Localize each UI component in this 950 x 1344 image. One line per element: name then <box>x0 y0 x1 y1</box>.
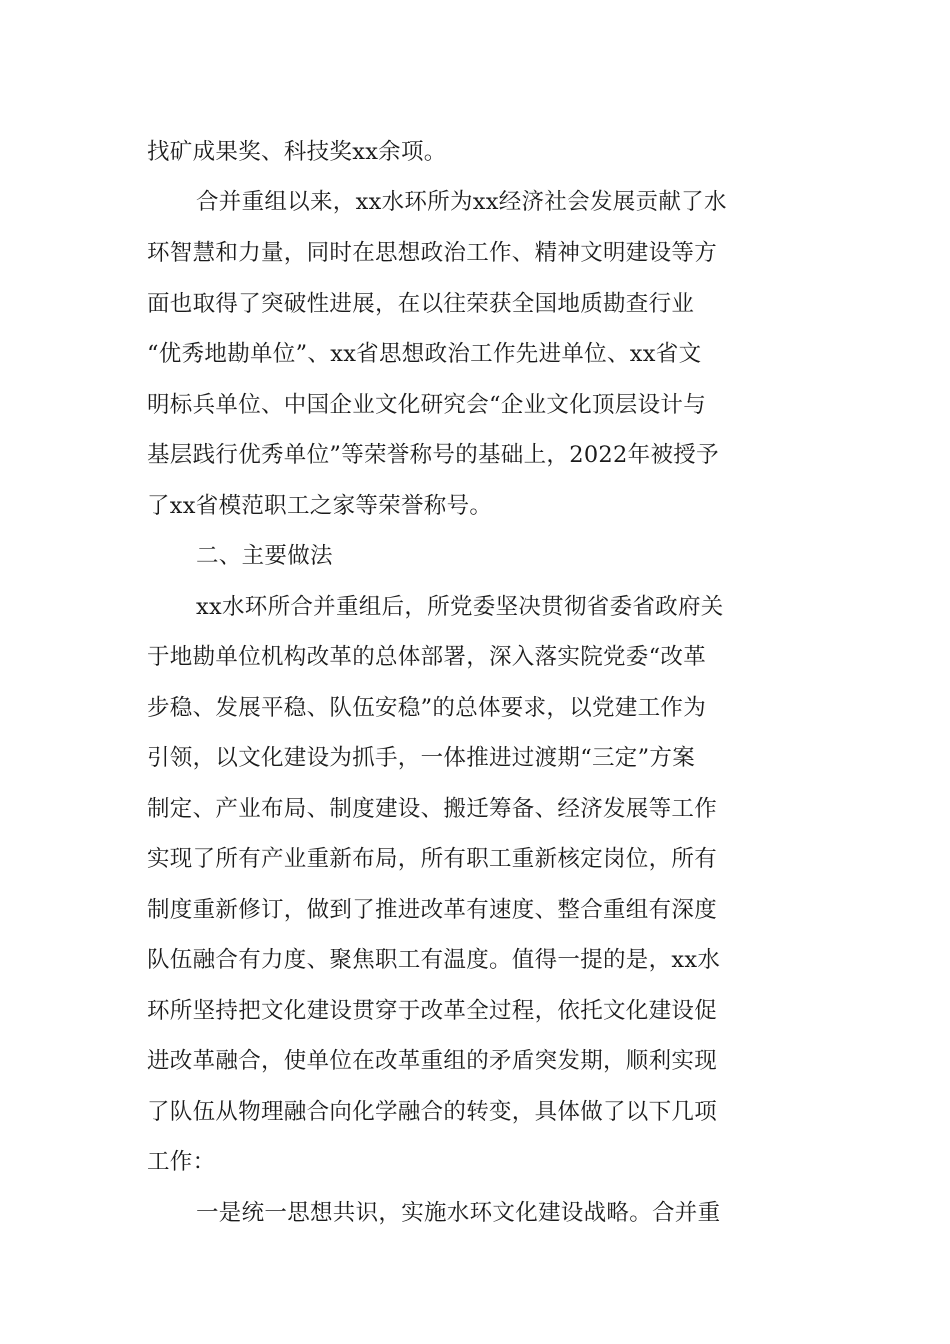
text-line-22: 一是统一思想共识，实施水环文化建设战略。合并重 <box>196 1200 721 1226</box>
text-line-20: 了队伍从物理融合向化学融合的转变，具体做了以下几项 <box>147 1099 718 1125</box>
text-line-13: 引领，以文化建设为抓手，一体推进过渡期“三定”方案 <box>147 745 696 771</box>
text-line-21: 工作： <box>147 1149 216 1175</box>
text-line-5: “优秀地勘单位”、xx省思想政治工作先进单位、xx省文 <box>147 341 702 367</box>
text-line-19: 进改革融合，使单位在改革重组的矛盾突发期，顺利实现 <box>147 1048 718 1074</box>
text-line-18: 环所坚持把文化建设贯穿于改革全过程，依托文化建设促 <box>147 998 718 1024</box>
text-line-6: 明标兵单位、中国企业文化研究会“企业文化顶层设计与 <box>147 392 707 418</box>
text-line-2: 合并重组以来，xx水环所为xx经济社会发展贡献了水 <box>196 189 727 215</box>
text-line-17: 队伍融合有力度、聚焦职工有温度。值得一提的是，xx水 <box>147 947 721 973</box>
text-line-3: 环智慧和力量，同时在思想政治工作、精神文明建设等方 <box>147 240 718 266</box>
text-line-7: 基层践行优秀单位”等荣誉称号的基础上，2022年被授予 <box>147 442 719 468</box>
text-line-8: 了xx省模范职工之家等荣誉称号。 <box>147 493 493 519</box>
text-line-10: xx水环所合并重组后，所党委坚决贯彻省委省政府关 <box>196 594 724 620</box>
text-line-4: 面也取得了突破性进展，在以往荣获全国地质勘查行业 <box>147 291 695 317</box>
text-line-15: 实现了所有产业重新布局，所有职工重新核定岗位，所有 <box>147 846 718 872</box>
text-line-14: 制定、产业布局、制度建设、搬迁筹备、经济发展等工作 <box>147 796 718 822</box>
text-line-11: 于地勘单位机构改革的总体部署，深入落实院党委“改革 <box>147 644 707 670</box>
section-heading: 二、主要做法 <box>196 543 333 569</box>
text-line-12: 步稳、发展平稳、队伍安稳”的总体要求，以党建工作为 <box>147 695 707 721</box>
text-line-1: 找矿成果奖、科技奖xx余项。 <box>147 139 447 165</box>
text-line-16: 制度重新修订，做到了推进改革有速度、整合重组有深度 <box>147 897 718 923</box>
